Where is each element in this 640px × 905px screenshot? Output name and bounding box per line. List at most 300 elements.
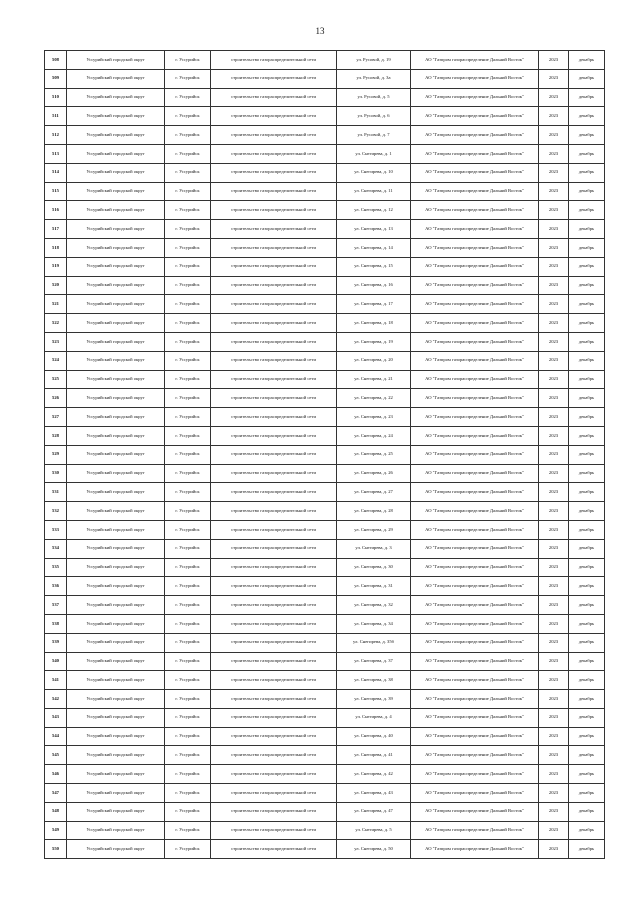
year-cell: 2023 [539, 652, 569, 671]
work-type-cell: строительство газораспределительной сети [211, 389, 337, 408]
address-cell: ул. Снегирева, д. 19 [337, 332, 411, 351]
district-cell: Уссурийский городской округ [67, 596, 165, 615]
address-cell: ул. Снегирева, д. 34 [337, 614, 411, 633]
address-cell: ул. Снегирева, д. 29 [337, 520, 411, 539]
address-cell: ул. Снегирева, д. 40 [337, 727, 411, 746]
row-number: 523 [45, 332, 67, 351]
district-cell: Уссурийский городской округ [67, 220, 165, 239]
work-type-cell: строительство газораспределительной сети [211, 520, 337, 539]
district-cell: Уссурийский городской округ [67, 445, 165, 464]
town-cell: г. Уссурийск [165, 144, 211, 163]
work-type-cell: строительство газораспределительной сети [211, 257, 337, 276]
month-cell: декабрь [569, 445, 605, 464]
year-cell: 2023 [539, 163, 569, 182]
organization-cell: АО "Газпром газораспределение Дальний Восток" [411, 802, 539, 821]
address-cell: ул. Снегирева, д. 30 [337, 558, 411, 577]
row-number: 508 [45, 51, 67, 70]
year-cell: 2023 [539, 88, 569, 107]
organization-cell: АО "Газпром газораспределение Дальний Восток" [411, 614, 539, 633]
work-type-cell: строительство газораспределительной сети [211, 408, 337, 427]
month-cell: декабрь [569, 238, 605, 257]
work-type-cell: строительство газораспределительной сети [211, 502, 337, 521]
month-cell: декабрь [569, 840, 605, 859]
address-cell: ул. Снегирева, д. 21 [337, 370, 411, 389]
town-cell: г. Уссурийск [165, 370, 211, 389]
table-row [45, 502, 605, 521]
year-cell: 2023 [539, 51, 569, 70]
address-cell: ул. Снегирева, д. 13 [337, 220, 411, 239]
town-cell: г. Уссурийск [165, 727, 211, 746]
row-number: 537 [45, 596, 67, 615]
organization-cell: АО "Газпром газораспределение Дальний Восток" [411, 220, 539, 239]
row-number: 546 [45, 765, 67, 784]
month-cell: декабрь [569, 802, 605, 821]
town-cell: г. Уссурийск [165, 257, 211, 276]
year-cell: 2023 [539, 314, 569, 333]
town-cell: г. Уссурийск [165, 69, 211, 88]
year-cell: 2023 [539, 727, 569, 746]
month-cell: декабрь [569, 464, 605, 483]
organization-cell: АО "Газпром газораспределение Дальний Восток" [411, 426, 539, 445]
month-cell: декабрь [569, 88, 605, 107]
district-cell: Уссурийский городской округ [67, 295, 165, 314]
work-type-cell: строительство газораспределительной сети [211, 69, 337, 88]
organization-cell: АО "Газпром газораспределение Дальний Восток" [411, 276, 539, 295]
work-type-cell: строительство газораспределительной сети [211, 690, 337, 709]
year-cell: 2023 [539, 426, 569, 445]
table-row [45, 107, 605, 126]
month-cell: декабрь [569, 577, 605, 596]
town-cell: г. Уссурийск [165, 840, 211, 859]
year-cell: 2023 [539, 614, 569, 633]
work-type-cell: строительство газораспределительной сети [211, 144, 337, 163]
work-type-cell: строительство газораспределительной сети [211, 727, 337, 746]
year-cell: 2023 [539, 238, 569, 257]
row-number: 522 [45, 314, 67, 333]
month-cell: декабрь [569, 69, 605, 88]
organization-cell: АО "Газпром газораспределение Дальний Восток" [411, 708, 539, 727]
year-cell: 2023 [539, 690, 569, 709]
town-cell: г. Уссурийск [165, 464, 211, 483]
row-number: 515 [45, 182, 67, 201]
address-cell: ул. Снегирева, д. 42 [337, 765, 411, 784]
month-cell: декабрь [569, 727, 605, 746]
town-cell: г. Уссурийск [165, 163, 211, 182]
organization-cell: АО "Газпром газораспределение Дальний Восток" [411, 690, 539, 709]
work-type-cell: строительство газораспределительной сети [211, 652, 337, 671]
row-number: 549 [45, 821, 67, 840]
row-number: 530 [45, 464, 67, 483]
organization-cell: АО "Газпром газораспределение Дальний Восток" [411, 238, 539, 257]
town-cell: г. Уссурийск [165, 708, 211, 727]
month-cell: декабрь [569, 690, 605, 709]
year-cell: 2023 [539, 520, 569, 539]
year-cell: 2023 [539, 802, 569, 821]
table-row [45, 614, 605, 633]
organization-cell: АО "Газпром газораспределение Дальний Восток" [411, 596, 539, 615]
address-cell: ул. Снегирева, д. 37 [337, 652, 411, 671]
page-number: 13 [315, 26, 325, 36]
month-cell: декабрь [569, 539, 605, 558]
work-type-cell: строительство газораспределительной сети [211, 126, 337, 145]
table-row [45, 332, 605, 351]
address-cell: ул. Снегирева, д. 12 [337, 201, 411, 220]
organization-cell: АО "Газпром газораспределение Дальний Восток" [411, 389, 539, 408]
work-type-cell: строительство газораспределительной сети [211, 370, 337, 389]
table-row [45, 351, 605, 370]
district-cell: Уссурийский городской округ [67, 577, 165, 596]
organization-cell: АО "Газпром газораспределение Дальний Восток" [411, 295, 539, 314]
table-row [45, 784, 605, 803]
month-cell: декабрь [569, 821, 605, 840]
address-cell: ул. Снегирева, д. 32 [337, 596, 411, 615]
year-cell: 2023 [539, 784, 569, 803]
month-cell: декабрь [569, 784, 605, 803]
organization-cell: АО "Газпром газораспределение Дальний Восток" [411, 257, 539, 276]
town-cell: г. Уссурийск [165, 201, 211, 220]
organization-cell: АО "Газпром газораспределение Дальний Восток" [411, 464, 539, 483]
work-type-cell: строительство газораспределительной сети [211, 784, 337, 803]
district-cell: Уссурийский городской округ [67, 784, 165, 803]
year-cell: 2023 [539, 821, 569, 840]
month-cell: декабрь [569, 389, 605, 408]
work-type-cell: строительство газораспределительной сети [211, 426, 337, 445]
town-cell: г. Уссурийск [165, 88, 211, 107]
table-row [45, 520, 605, 539]
table-row [45, 539, 605, 558]
address-cell: ул. Снегирева, д. 35б [337, 633, 411, 652]
town-cell: г. Уссурийск [165, 520, 211, 539]
address-cell: ул. Снегирева, д. 3 [337, 539, 411, 558]
work-type-cell: строительство газораспределительной сети [211, 840, 337, 859]
address-cell: ул. Снегирева, д. 15 [337, 257, 411, 276]
town-cell: г. Уссурийск [165, 238, 211, 257]
town-cell: г. Уссурийск [165, 220, 211, 239]
district-cell: Уссурийский городской округ [67, 201, 165, 220]
table-row [45, 408, 605, 427]
row-number: 510 [45, 88, 67, 107]
table-row [45, 802, 605, 821]
town-cell: г. Уссурийск [165, 426, 211, 445]
address-cell: ул. Снегирева, д. 22 [337, 389, 411, 408]
month-cell: декабрь [569, 765, 605, 784]
year-cell: 2023 [539, 144, 569, 163]
district-cell: Уссурийский городской округ [67, 746, 165, 765]
district-cell: Уссурийский городской округ [67, 652, 165, 671]
row-number: 541 [45, 671, 67, 690]
year-cell: 2023 [539, 220, 569, 239]
row-number: 525 [45, 370, 67, 389]
address-cell: ул. Снегирева, д. 28 [337, 502, 411, 521]
organization-cell: АО "Газпром газораспределение Дальний Восток" [411, 408, 539, 427]
district-cell: Уссурийский городской округ [67, 633, 165, 652]
work-type-cell: строительство газораспределительной сети [211, 539, 337, 558]
year-cell: 2023 [539, 558, 569, 577]
work-type-cell: строительство газораспределительной сети [211, 88, 337, 107]
table-row [45, 464, 605, 483]
row-number: 539 [45, 633, 67, 652]
row-number: 534 [45, 539, 67, 558]
table-row [45, 690, 605, 709]
district-cell: Уссурийский городской округ [67, 276, 165, 295]
town-cell: г. Уссурийск [165, 483, 211, 502]
town-cell: г. Уссурийск [165, 784, 211, 803]
row-number: 514 [45, 163, 67, 182]
district-cell: Уссурийский городской округ [67, 671, 165, 690]
town-cell: г. Уссурийск [165, 614, 211, 633]
month-cell: декабрь [569, 652, 605, 671]
work-type-cell: строительство газораспределительной сети [211, 314, 337, 333]
table-row [45, 727, 605, 746]
month-cell: декабрь [569, 144, 605, 163]
table-row [45, 201, 605, 220]
row-number: 519 [45, 257, 67, 276]
table-row [45, 144, 605, 163]
row-number: 535 [45, 558, 67, 577]
district-cell: Уссурийский городской округ [67, 332, 165, 351]
work-type-cell: строительство газораспределительной сети [211, 332, 337, 351]
district-cell: Уссурийский городской округ [67, 614, 165, 633]
table-row [45, 558, 605, 577]
address-cell: ул. Снегирева, д. 17 [337, 295, 411, 314]
work-type-cell: строительство газораспределительной сети [211, 558, 337, 577]
district-cell: Уссурийский городской округ [67, 257, 165, 276]
row-number: 520 [45, 276, 67, 295]
row-number: 543 [45, 708, 67, 727]
town-cell: г. Уссурийск [165, 51, 211, 70]
district-cell: Уссурийский городской округ [67, 426, 165, 445]
month-cell: декабрь [569, 370, 605, 389]
work-type-cell: строительство газораспределительной сети [211, 201, 337, 220]
month-cell: декабрь [569, 502, 605, 521]
address-cell: ул. Снегирева, д. 5 [337, 821, 411, 840]
work-type-cell: строительство газораспределительной сети [211, 633, 337, 652]
table-row [45, 389, 605, 408]
row-number: 538 [45, 614, 67, 633]
month-cell: декабрь [569, 107, 605, 126]
table-row [45, 840, 605, 859]
month-cell: декабрь [569, 182, 605, 201]
month-cell: декабрь [569, 220, 605, 239]
town-cell: г. Уссурийск [165, 408, 211, 427]
town-cell: г. Уссурийск [165, 332, 211, 351]
organization-cell: АО "Газпром газораспределение Дальний Восток" [411, 332, 539, 351]
address-cell: ул. Снегирева, д. 10 [337, 163, 411, 182]
district-cell: Уссурийский городской округ [67, 727, 165, 746]
work-type-cell: строительство газораспределительной сети [211, 577, 337, 596]
table-row [45, 821, 605, 840]
organization-cell: АО "Газпром газораспределение Дальний Восток" [411, 765, 539, 784]
year-cell: 2023 [539, 765, 569, 784]
year-cell: 2023 [539, 351, 569, 370]
address-cell: ул. Снегирева, д. 20 [337, 351, 411, 370]
year-cell: 2023 [539, 633, 569, 652]
district-cell: Уссурийский городской округ [67, 483, 165, 502]
row-number: 544 [45, 727, 67, 746]
table-row [45, 708, 605, 727]
district-cell: Уссурийский городской округ [67, 821, 165, 840]
town-cell: г. Уссурийск [165, 633, 211, 652]
district-cell: Уссурийский городской округ [67, 840, 165, 859]
town-cell: г. Уссурийск [165, 295, 211, 314]
row-number: 540 [45, 652, 67, 671]
district-cell: Уссурийский городской округ [67, 126, 165, 145]
year-cell: 2023 [539, 257, 569, 276]
town-cell: г. Уссурийск [165, 314, 211, 333]
month-cell: декабрь [569, 51, 605, 70]
address-cell: ул. Снегирева, д. 41 [337, 746, 411, 765]
row-number: 548 [45, 802, 67, 821]
month-cell: декабрь [569, 276, 605, 295]
row-number: 524 [45, 351, 67, 370]
town-cell: г. Уссурийск [165, 577, 211, 596]
year-cell: 2023 [539, 445, 569, 464]
district-cell: Уссурийский городской округ [67, 351, 165, 370]
table-row [45, 69, 605, 88]
work-type-cell: строительство газораспределительной сети [211, 163, 337, 182]
organization-cell: АО "Газпром газораспределение Дальний Восток" [411, 163, 539, 182]
year-cell: 2023 [539, 746, 569, 765]
organization-cell: АО "Газпром газораспределение Дальний Восток" [411, 577, 539, 596]
town-cell: г. Уссурийск [165, 596, 211, 615]
table-row [45, 88, 605, 107]
row-number: 512 [45, 126, 67, 145]
organization-cell: АО "Газпром газораспределение Дальний Восток" [411, 652, 539, 671]
month-cell: декабрь [569, 596, 605, 615]
address-cell: ул. Снегирева, д. 27 [337, 483, 411, 502]
district-cell: Уссурийский городской округ [67, 765, 165, 784]
month-cell: декабрь [569, 483, 605, 502]
year-cell: 2023 [539, 370, 569, 389]
address-cell: ул. Снегирева, д. 25 [337, 445, 411, 464]
year-cell: 2023 [539, 389, 569, 408]
month-cell: декабрь [569, 314, 605, 333]
month-cell: декабрь [569, 558, 605, 577]
table-row [45, 126, 605, 145]
row-number: 518 [45, 238, 67, 257]
organization-cell: АО "Газпром газораспределение Дальний Восток" [411, 633, 539, 652]
town-cell: г. Уссурийск [165, 652, 211, 671]
year-cell: 2023 [539, 577, 569, 596]
table-row [45, 163, 605, 182]
organization-cell: АО "Газпром газораспределение Дальний Восток" [411, 314, 539, 333]
row-number: 511 [45, 107, 67, 126]
address-cell: ул. Снегирева, д. 26 [337, 464, 411, 483]
year-cell: 2023 [539, 126, 569, 145]
table-row [45, 652, 605, 671]
district-cell: Уссурийский городской округ [67, 539, 165, 558]
town-cell: г. Уссурийск [165, 276, 211, 295]
organization-cell: АО "Газпром газораспределение Дальний Восток" [411, 144, 539, 163]
table-row [45, 633, 605, 652]
organization-cell: АО "Газпром газораспределение Дальний Восток" [411, 727, 539, 746]
month-cell: декабрь [569, 671, 605, 690]
town-cell: г. Уссурийск [165, 126, 211, 145]
district-cell: Уссурийский городской округ [67, 69, 165, 88]
address-cell: ул. Снегирева, д. 43 [337, 784, 411, 803]
row-number: 528 [45, 426, 67, 445]
table-row [45, 483, 605, 502]
address-cell: ул. Снегирева, д. 31 [337, 577, 411, 596]
row-number: 542 [45, 690, 67, 709]
month-cell: декабрь [569, 332, 605, 351]
address-cell: ул. Снегирева, д. 47 [337, 802, 411, 821]
month-cell: декабрь [569, 201, 605, 220]
organization-cell: АО "Газпром газораспределение Дальний Восток" [411, 107, 539, 126]
month-cell: декабрь [569, 351, 605, 370]
district-cell: Уссурийский городской округ [67, 238, 165, 257]
row-number: 517 [45, 220, 67, 239]
town-cell: г. Уссурийск [165, 351, 211, 370]
row-number: 526 [45, 389, 67, 408]
row-number: 531 [45, 483, 67, 502]
month-cell: декабрь [569, 708, 605, 727]
town-cell: г. Уссурийск [165, 558, 211, 577]
address-cell: ул. Русовой, д. 3а [337, 69, 411, 88]
address-cell: ул. Снегирева, д. 39 [337, 690, 411, 709]
month-cell: декабрь [569, 426, 605, 445]
row-number: 545 [45, 746, 67, 765]
district-cell: Уссурийский городской округ [67, 389, 165, 408]
table-row [45, 445, 605, 464]
table-row [45, 596, 605, 615]
district-cell: Уссурийский городской округ [67, 51, 165, 70]
table-row [45, 314, 605, 333]
work-type-cell: строительство газораспределительной сети [211, 765, 337, 784]
year-cell: 2023 [539, 276, 569, 295]
address-cell: ул. Снегирева, д. 11 [337, 182, 411, 201]
address-cell: ул. Русовой, д. 19 [337, 51, 411, 70]
work-type-cell: строительство газораспределительной сети [211, 445, 337, 464]
address-cell: ул. Снегирева, д. 1 [337, 144, 411, 163]
town-cell: г. Уссурийск [165, 502, 211, 521]
town-cell: г. Уссурийск [165, 182, 211, 201]
organization-cell: АО "Газпром газораспределение Дальний Восток" [411, 445, 539, 464]
month-cell: декабрь [569, 408, 605, 427]
work-type-cell: строительство газораспределительной сети [211, 708, 337, 727]
town-cell: г. Уссурийск [165, 445, 211, 464]
year-cell: 2023 [539, 483, 569, 502]
year-cell: 2023 [539, 182, 569, 201]
town-cell: г. Уссурийск [165, 746, 211, 765]
table-row [45, 276, 605, 295]
row-number: 527 [45, 408, 67, 427]
organization-cell: АО "Газпром газораспределение Дальний Восток" [411, 182, 539, 201]
work-type-cell: строительство газораспределительной сети [211, 295, 337, 314]
work-type-cell: строительство газораспределительной сети [211, 220, 337, 239]
address-cell: ул. Снегирева, д. 14 [337, 238, 411, 257]
work-type-cell: строительство газораспределительной сети [211, 802, 337, 821]
year-cell: 2023 [539, 502, 569, 521]
month-cell: декабрь [569, 614, 605, 633]
row-number: 533 [45, 520, 67, 539]
town-cell: г. Уссурийск [165, 690, 211, 709]
district-cell: Уссурийский городской округ [67, 558, 165, 577]
work-type-cell: строительство газораспределительной сети [211, 614, 337, 633]
year-cell: 2023 [539, 69, 569, 88]
organization-cell: АО "Газпром газораспределение Дальний Восток" [411, 821, 539, 840]
month-cell: декабрь [569, 520, 605, 539]
organization-cell: АО "Газпром газораспределение Дальний Восток" [411, 88, 539, 107]
table-row [45, 257, 605, 276]
work-type-cell: строительство газораспределительной сети [211, 671, 337, 690]
month-cell: декабрь [569, 633, 605, 652]
town-cell: г. Уссурийск [165, 765, 211, 784]
organization-cell: АО "Газпром газораспределение Дальний Восток" [411, 746, 539, 765]
row-number: 509 [45, 69, 67, 88]
work-type-cell: строительство газораспределительной сети [211, 107, 337, 126]
organization-cell: АО "Газпром газораспределение Дальний Восток" [411, 201, 539, 220]
